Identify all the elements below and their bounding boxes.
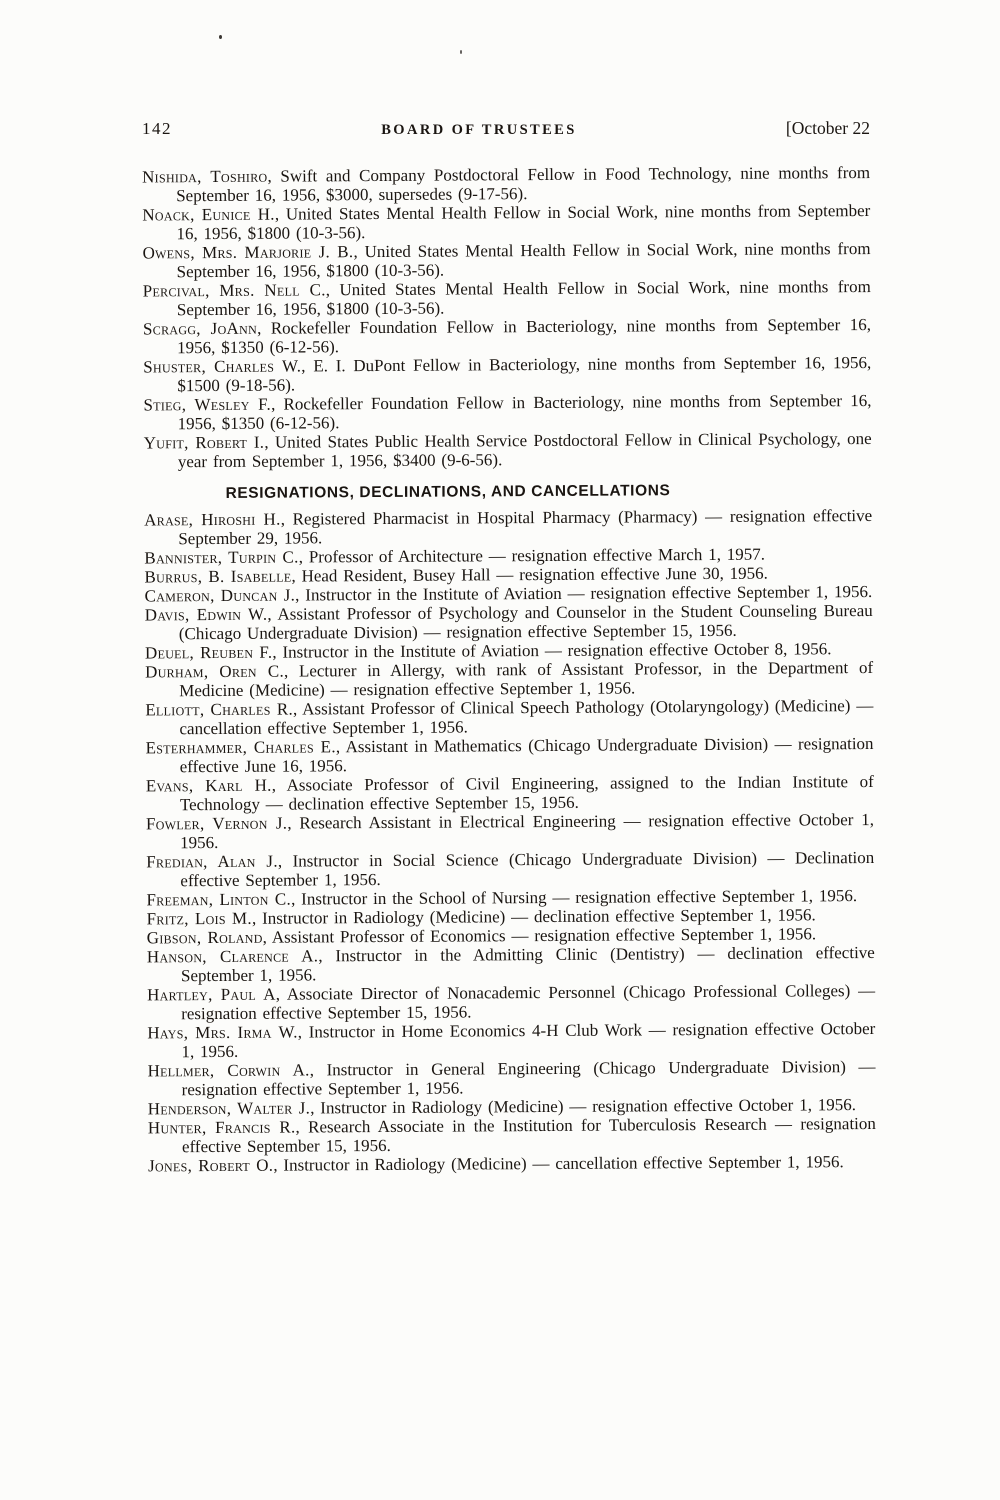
section-heading: RESIGNATIONS, DECLINATIONS, AND CANCELLATIONS [225, 482, 671, 502]
person-name: Fowler, Vernon J. [145, 813, 288, 834]
entry-text: , Instructor in the Institute of Aviation — resignation effective October 8, 1956. [272, 639, 832, 662]
list-item [142, 239, 870, 281]
page-number: 142 [142, 119, 172, 138]
list-item [146, 734, 874, 776]
entry-text: , Instructor in the Admitting Clinic (Dentistry) — declination effective September 1, 1956. [180, 942, 875, 986]
person-name: Bannister, Turpin C. [144, 547, 299, 568]
entry-text: , Associate Director of Nonacademic Personnel (Chicago Professional Colleges) — resignation effective September 15, 1956. [181, 980, 876, 1024]
entry-text: , Rockefeller Foundation Fellow in Bacteriology, nine months from September 16, 1956, $1350 (6-12-56). [177, 314, 872, 358]
resignations-list [144, 506, 876, 1175]
entry-text: , Instructor in Social Science (Chicago Undergraduate Division) — Declination effective September 1, 1956. [180, 847, 875, 891]
person-name: Fredian, Alan J. [146, 851, 278, 872]
page-header [142, 118, 870, 139]
entry-text: , Instructor in the School of Nursing — resignation effective September 1, 1956. [290, 886, 858, 909]
list-item [146, 810, 874, 852]
person-name: Jones, Robert O. [148, 1155, 274, 1176]
entry-text: , Assistant in Mathematics (Chicago Undergraduate Division) — resignation effective June 16, 1956. [179, 733, 874, 777]
person-name: Davis, Edwin W. [144, 604, 268, 625]
person-name: Shuster, Charles W. [143, 356, 302, 377]
entry-text: , Head Resident, Busey Hall — resignation effective June 30, 1956. [291, 563, 768, 586]
list-item [145, 696, 873, 738]
entry-text: , Assistant Professor of Psychology and Counselor in the Student Counseling Bureau (Chicago Undergraduate Division) — resignation effective September 15, 1956. [178, 600, 873, 644]
person-name: Arase, Hiroshi H. [144, 509, 281, 530]
list-item [147, 981, 875, 1023]
person-name: Hellmer, Corwin A. [147, 1060, 310, 1081]
person-name: Hartley, Paul A [147, 984, 276, 1005]
entry-text: , Instructor in Radiology (Medicine) — declination effective September 1, 1956. [251, 905, 816, 928]
person-name: Hanson, Clarence A. [146, 946, 319, 967]
person-name: Gibson, Roland [146, 927, 263, 948]
person-name: Fritz, Lois M. [146, 908, 253, 929]
person-name: Freeman, Linton C. [146, 889, 292, 910]
list-item [144, 429, 872, 471]
entry-text: , Rockefeller Foundation Fellow in Bacteriology, nine months from September 16, 1956, $1350 (6-12-56). [177, 390, 872, 434]
entry-text: , Instructor in the Institute of Aviation — resignation effective September 1, 1956. [295, 581, 873, 605]
list-item [143, 391, 871, 433]
entry-text: , Research Associate in the Institution for Tuberculosis Research — resignation effective September 15, 1956. [181, 1113, 876, 1157]
list-item [142, 201, 870, 243]
list-item [147, 1019, 875, 1061]
list-item [147, 1057, 875, 1099]
entry-text: , United States Public Health Service Postdoctoral Fellow in Clinical Psychology, one year from September 1, 1956, $3400 (9-6-56). [177, 428, 872, 472]
entry-text: , Instructor in Home Economics 4-H Club Work — resignation effective October 1, 1956. [181, 1018, 876, 1062]
entry-text: , Assistant Professor of Economics — resignation effective September 1, 1956. [262, 924, 817, 947]
ink-speck [219, 35, 222, 39]
list-item [142, 163, 870, 205]
page-title: BOARD OF TRUSTEES [381, 122, 577, 138]
person-name: Deuel, Reuben F. [144, 642, 273, 663]
entry-text: , Professor of Architecture — resignation effective March 1, 1957. [298, 544, 766, 567]
entry-text: , United States Mental Health Fellow in Social Work, nine months from September 16, 1956, $1800 (10-3-56). [176, 200, 871, 244]
person-name: Hays, Mrs. Irma W. [147, 1022, 298, 1043]
list-item [145, 601, 873, 643]
date-marker: [October 22 [785, 118, 870, 138]
list-item [147, 943, 875, 985]
page-body [142, 163, 876, 1175]
entry-text: , E. I. DuPont Fellow in Bacteriology, nine months from September 16, 1956, $1500 (9-18-56). [177, 352, 872, 396]
person-name: Cameron, Duncan J. [144, 585, 296, 606]
person-name: Esterhammer, Charles E. [145, 737, 336, 758]
entry-text: , Research Assistant in Electrical Engineering — resignation effective October 1, 1956. [180, 809, 875, 853]
person-name: Elliott, Charles R. [145, 699, 294, 720]
list-item [146, 848, 874, 890]
list-item [143, 315, 871, 357]
list-item [146, 772, 874, 814]
entry-text: , Swift and Company Postdoctoral Fellow in Food Technology, nine months from September 16, 1956, $3000, supersedes (9-17-56). [176, 163, 871, 206]
entry-text: , Registered Pharmacist in Hospital Pharmacy (Pharmacy) — resignation effective September 29, 1956. [178, 505, 873, 549]
person-name: Yufit, Robert I. [143, 432, 265, 453]
entry-text: , Lecturer in Allergy, with rank of Assistant Professor, in the Department of Medicine (Medicine) — resignation effective September 1, 1956. [179, 657, 874, 701]
person-name: Nishida, Toshiro [142, 166, 268, 187]
person-name: Noack, Eunice H. [142, 204, 275, 225]
person-name: Percival, Mrs. Nell C. [142, 280, 326, 301]
person-name: Stieg, Wesley F. [143, 394, 272, 415]
entry-text: , United States Mental Health Fellow in Social Work, nine months from September 16, 1956, $1800 (10-3-56). [176, 238, 871, 282]
ink-speck [460, 50, 462, 54]
appointments-list [142, 163, 872, 471]
list-item [148, 1152, 876, 1175]
list-item [143, 353, 871, 395]
entry-text: , Instructor in General Engineering (Chicago Undergraduate Division) — resignation effective September 1, 1956. [181, 1056, 876, 1100]
person-name: Evans, Karl H. [145, 775, 272, 796]
person-name: Henderson, Walter J. [147, 1098, 311, 1119]
entry-text: , United States Mental Health Fellow in Social Work, nine months from September 16, 1956, $1800 (10-3-56). [176, 276, 871, 320]
list-item [144, 506, 872, 548]
entry-text: , Instructor in Radiology (Medicine) — resignation effective October 1, 1956. [310, 1095, 857, 1118]
person-name: Hunter, Francis R. [147, 1117, 296, 1138]
entry-text: , Assistant Professor of Clinical Speech Pathology (Otolaryngology) (Medicine) — cancellation effective September 1, 1956. [179, 695, 874, 739]
person-name: Durham, Oren C. [145, 661, 285, 682]
person-name: Owens, Mrs. Marjorie J. B. [142, 242, 354, 263]
list-item [145, 658, 873, 700]
list-item [143, 277, 871, 319]
person-name: Burrus, B. Isabelle [144, 566, 292, 587]
entry-text: , Instructor in Radiology (Medicine) — cancellation effective September 1, 1956. [273, 1152, 844, 1175]
list-item [148, 1114, 876, 1156]
person-name: Scragg, JoAnn [142, 318, 258, 339]
entry-text: , Associate Professor of Civil Engineering, assigned to the Indian Institute of Technology — declination effective September 15, 1956. [179, 771, 874, 815]
